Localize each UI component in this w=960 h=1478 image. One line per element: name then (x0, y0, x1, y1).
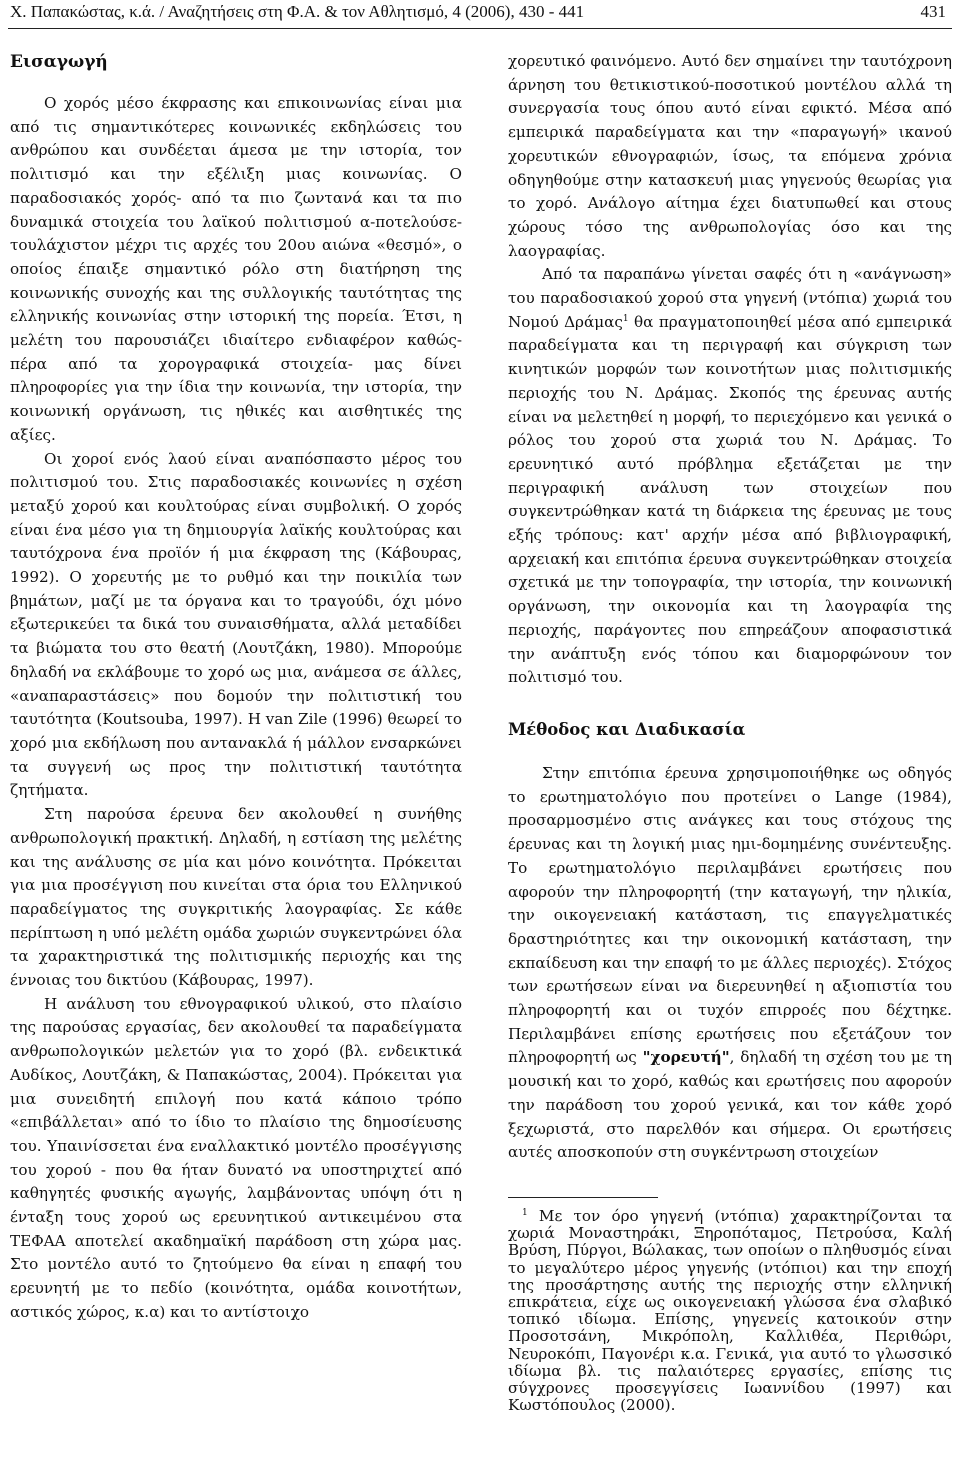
page-number: 431 (920, 2, 946, 21)
paragraph: χορευτικό φαινόμενο. Αυτό δεν σημαίνει την ταυτόχρονη άρνηση του θετικιστικού-ποσοτικού μοντέλου αλλά τη συνεργασία τους όπου αυτό είναι εφικτό. Μέσα από εμπειρικά παραδείγματα και την «παραγωγή» ικανού χορευτικών εθνογραφιών, ίσως, τα επόμενα χρόνια οδηγηθούμε στην κατασκευή μιας γηγενούς θεωρίας για το χορό. Ανάλογο αίτημα έχει διατυπωθεί και στους χώρους τόσο της ανθρωπολογίας όσο και της λαογραφίας. (508, 52, 952, 260)
quoted-term: "χορευτή" (642, 1048, 730, 1067)
paragraph: Η ανάλυση του εθνογραφικού υλικού, στο πλαίσιο της παρούσας εργασίας, δεν ακολουθεί τα παραδείγματα ανθρωπολογικών μελετών για το χορό (βλ. ενδεικτικά Αυδίκος, Λουτζάκη, & Παπακώστας, 2004). Πρόκειται για μια συνειδητή επιλογή που κατά κάποιο τρόπο «επιβάλλεται» από το ίδιο το πλαίσιο της δημοσίευσης του. Υπαινίσσεται ένα εναλλακτικό μοντέλο προσέγγισης του χορού - που θα ήταν δυνατό να υποστηριχτεί από καθηγητές φυσικής αγωγής, λαμβάνοντας υπόψη ότι η ένταξη τους χορού ως ερευνητικού αντικειμένου στα ΤΕΦΑΑ αποτελεί ακαδημαϊκή παράδοση στη χώρα μας. Στο μοντέλο αυτό το ζητούμενο θα είναι η επαφή του ερευνητή με το πεδίο (κοινότητα, ομάδα κοινοτήτων, αστικός χώρος, κ.α) και το αντίστοιχο (10, 994, 462, 1321)
footnote-text: Με τον όρο γηγενή (ντόπια) χαρακτηρίζονται τα χωριά Μοναστηράκι, Ξηροπόταμος, Πετρούσα, Καλή Βρύση, Πύργοι, Βώλακας, των οποίων ο πληθυσμός είναι το μεγαλύτερο μέρος γηγενής (ντόπιοι) και την εποχή της προσάρτησης αυτής της περιοχής στην ελληνική επικράτεια, είχε ως οικογενειακή γλώσσα ένα σλαβικό τοπικό ιδίωμα. Επίσης, γηγενείς κατοικούν στην Προσοτσάνη, Μικρόπολη, Καλλιθέα, Περιθώρι, Νευροκόπι, Παγονέρι κ.α. Γενικά, για αυτό το γλωσσικό ιδίωμα βλ. τις παλαιότερες εργασίες, επίσης τις σύγχρονες προσεγγίσεις Ιωαννίδου (1997) και Κωστόπουλος (2000). (508, 1206, 952, 1415)
footnote-rule (508, 1197, 658, 1198)
paragraph (508, 263, 952, 690)
running-header (10, 1, 946, 25)
paragraph: Στη παρούσα έρευνα δεν ακολουθεί η συνήθης ανθρωπολογική πρακτική. Δηλαδή, η εστίαση της μελέτης και της ανάλυσης σε μία και μόνο κοινότητα. Πρόκειται για μια προσέγγιση που κινείται στα όρια του Ελληνικού παραδείγματος της συγκριτικής λαογραφίας. Σε κάθε περίπτωση η υπό μελέτη ομάδα χωριών συγκεντρώνει όλα τα χαρακτηριστικά της πολιτισμικής περιοχής και της έννοιας του δικτύου (Κάβουρας, 1997). (10, 805, 462, 990)
left-column (10, 50, 462, 1325)
paragraph-text: θα πραγματοποιηθεί μέσα από εμπειρικά παραδείγματα και τη περιγραφή και σύγκριση των κινητικών μορφών των κοινοτήτων μιας πολιτισμικής περιοχής του Ν. Δράμας. Σκοπός της έρευνας αυτής είναι να μελετηθεί η μορφή, το περιεχόμενο και γενικά ο ρόλος του χορού στα χωριά του Ν. Δράμας. Το ερευνητικό αυτό πρόβλημα εξετάζεται με την περιγραφική ανάλυση των στοιχείων που συγκεντρώθηκαν κατά τη διάρκεια της έρευνας με τους εξής τρόπους: κατ' αρχήν μέσα από βιβλιογραφική, αρχειακή και επιτόπια έρευνα συγκεντρώθηκαν στοιχεία σχετικά με την τοπογραφία, την ιστορία, την κοινωνική οργάνωση, την οικονομία και τη λαογραφία της περιοχής, παράγοντες που επηρεάζουν αποφασιστικά την ανάπτυξη ενός τόπου και διαμορφώνουν τον πολιτισμό του. (508, 312, 952, 687)
footnote-marker[interactable]: 1 (622, 313, 629, 324)
paragraph: Ο χορός μέσο έκφρασης και επικοινωνίας είναι μια από τις σημαντικότερες κοινωνικές εκδηλώσεις του ανθρώπου και συνδέεται άμεσα με την ιστορία, τον πολιτισμό και την εξέλιξη μιας κοινωνίας. Ο παραδοσιακός χορός- από τα πιο ζωντανά και τα πιο δυναμικά στοιχεία του λαϊκού πολιτισμού α-ποτελούσε- τουλάχιστον μέχρι τις αρχές του 20ου αιώνα «θεσμό», ο οποίος έπαιξε σημαντικό ρόλο στη διατήρηση της κοινωνικής συνοχής και της συλλογικής ταυτότητας της ελληνικής κοινωνίας στην ιστορική της πορεία. Έτσι, η μελέτη του παρουσιάζει ιδιαίτερο ενδιαφέρον καθώς- πέρα από τα χορογραφικά στοιχεία- μας δίνει πληροφορίες για την ίδια την κοινωνία, την ιστορία, την κοινωνική οργάνωση, τις ηθικές και αισθητικές της αξίες. (10, 94, 462, 444)
section-heading-introduction: Εισαγωγή (10, 52, 108, 72)
paragraph-text: Από τα παραπάνω γίνεται σαφές ότι η «ανάγνωση» του παραδοσιακού χορού στα γηγενή (ντόπια) χωριά του Νομού Δράμας (508, 265, 952, 331)
footnote-number: 1 (522, 1207, 528, 1218)
paragraph (508, 762, 952, 1165)
journal-citation: Χ. Παπακώστας, κ.ά. / Αναζητήσεις στη Φ.Α. & τον Αθλητισμό, 4 (2006), 430 - 441 (10, 2, 585, 21)
paragraph-text: Στην επιτόπια έρευνα χρησιμοποιήθηκε ως οδηγός το ερωτηματολόγιο που προτείνει ο Lange (1984), προσαρμοσμένο στις ανάγκες και τους στόχους της έρευνας και τη λογική μιας ημι-δομημένης συνέντευξης. Το ερωτηματολόγιο περιλαμβάνει ερωτήσεις που αφορούν την πληροφορητή (την καταγωγή, την ηλικία, την οικογενειακή κατάσταση, τις επαγγελματικές δραστηριότητες και την οικονομική κατάσταση, την εκπαίδευση και την επαφή το με άλλες περιοχές). Στόχος των ερωτήσεων είναι να διερευνηθεί η αξιοπιστία του πληροφορητή και οι τυχόν επιρροές που δέχτηκε. Περιλαμβάνει επίσης ερωτήσεις που εξετάζουν τον πληροφορητή ως (508, 763, 952, 1067)
section-heading-method: Μέθοδος και Διαδικασία (508, 719, 746, 739)
paragraph-text: , δηλαδή τη σχέση του με τη μουσική και το χορό, καθώς και ερωτήσεις που αφορούν την παράδοση του χορού γενικά, και τον κάθε χορό ξεχωριστά, στο παρελθόν και σήμερα. Οι ερωτήσεις αυτές αποσκοπούν στη συγκέντρωση στοιχείων (508, 1048, 952, 1162)
header-rule (8, 28, 952, 29)
paragraph: Οι χοροί ενός λαού είναι αναπόσπαστο μέρος του πολιτισμού του. Στις παραδοσιακές κοινωνίες η σχέση μεταξύ χορού και κουλτούρας είναι συμβολική. Ο χορός είναι ένα μέσο για τη δημιουργία λαϊκής κουλτούρας και ταυτόχρονα ένα προϊόν ή μια έκφραση της (Κάβουρας, 1992). Ο χορευτής με το ρυθμό και την ποικιλία των βημάτων, μαζί με τα όργανα και το τραγούδι, όχι μόνο εξωτερικεύει τα δικά του συναισθήματα, αλλά μεταδίδει τα βιώματα του στο θεατή (Λουτζάκη, 1980). Μπορούμε δηλαδή να εκλάβουμε το χορό ως μια, ανάμεσα σε άλλες, «αναπαραστάσεις» που δομούν την πολιτιστική του ταυτότητα (Koutsouba, 1997). Η van Zile (1996) θεωρεί το χορό μια εκδήλωση που αντανακλά ή μάλλον ενσαρκώνει τα συγγενή ως προς την πολιτιστική ταυτότητα ζητήματα. (10, 449, 462, 800)
right-column (508, 50, 952, 1414)
footnote (508, 1208, 952, 1414)
